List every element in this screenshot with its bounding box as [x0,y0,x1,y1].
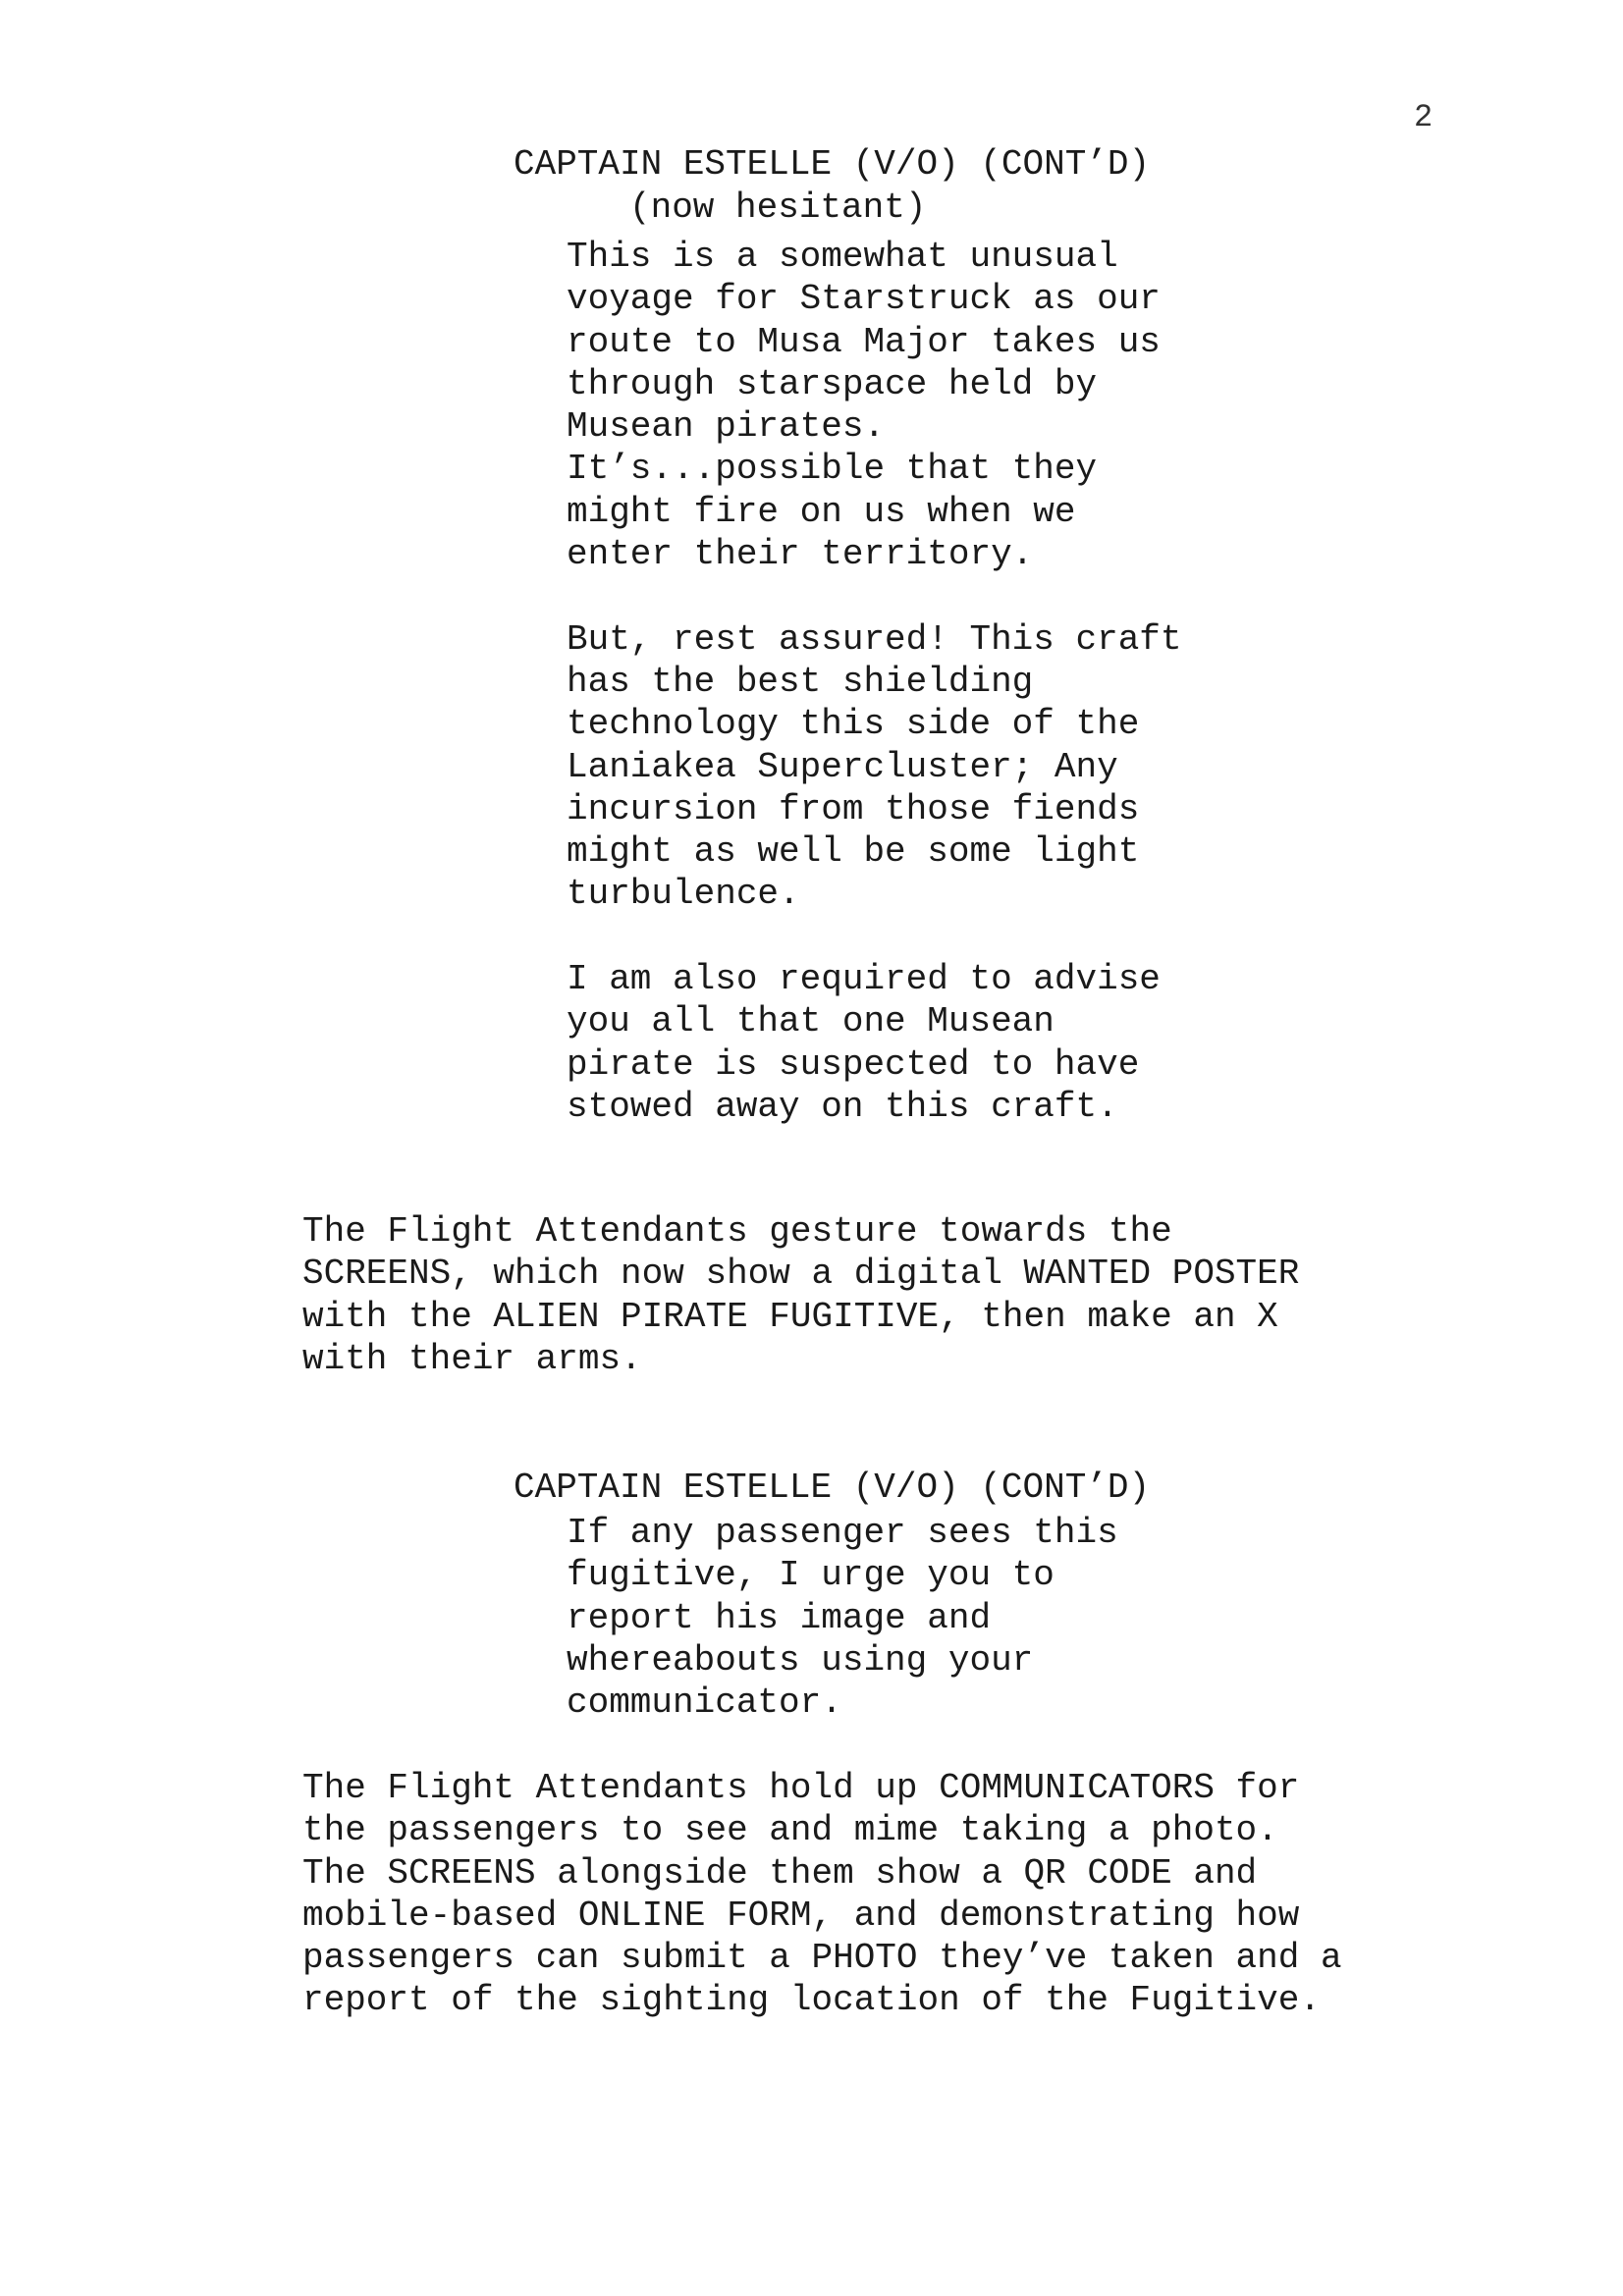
script-line: voyage for Starstruck as our [567,279,1161,320]
script-line: communicator. [567,1682,842,1724]
script-line: pirate is suspected to have [567,1043,1140,1085]
script-line: Laniakea Supercluster; Any [567,746,1118,787]
parenthetical [629,187,926,229]
script-line: Musean pirates. [567,406,886,448]
script-line: fugitive, I urge you to [567,1555,1055,1596]
action-block [302,1210,1299,1380]
script-line: passengers can submit a PHOTO they’ve taken and a [302,1938,1342,1979]
script-line: the passengers to see and mime taking a photo. [302,1810,1278,1851]
script-line: But, rest assured! This craft [567,618,1182,660]
script-line: The Flight Attendants gesture towards the [302,1211,1172,1252]
script-line: This is a somewhat unusual [567,237,1118,277]
character-cue [514,1467,1150,1509]
script-line: you all that one Musean [567,1001,1055,1042]
script-line: might as well be some light [567,831,1140,873]
dialogue-block [567,236,1182,1128]
dialogue-block [567,1512,1118,1724]
script-line: CAPTAIN ESTELLE (V/O) (CONT’D) [514,144,1151,185]
script-line: I am also required to advise [567,959,1161,1000]
script-line: enter their territory. [567,534,1034,575]
script-line [567,916,1182,958]
script-line: stowed away on this craft. [567,1086,1118,1127]
script-line: (now hesitant) [629,187,927,228]
script-line: whereabouts using your [567,1639,1034,1681]
script-line: turbulence. [567,874,800,915]
script-line: report of the sighting location of the Fugitive. [302,1980,1321,2021]
script-line: It’s...possible that they [567,449,1098,490]
script-line: report his image and [567,1597,992,1638]
page-number: 2 [1414,99,1434,135]
script-line: SCREENS, which now show a digital WANTED POSTER [302,1254,1300,1295]
script-line: The Flight Attendants hold up COMMUNICATORS for [302,1768,1300,1808]
script-line: technology this side of the [567,704,1140,745]
script-line: CAPTAIN ESTELLE (V/O) (CONT’D) [514,1468,1151,1508]
script-line [567,575,1182,617]
script-line: through starspace held by [567,363,1098,404]
script-line: has the best shielding [567,661,1034,702]
script-line: If any passenger sees this [567,1513,1118,1553]
script-line: might fire on us when we [567,491,1076,532]
script-line: incursion from those fiends [567,788,1140,829]
script-line: with the ALIEN PIRATE FUGITIVE, then make an X [302,1296,1278,1337]
script-line: The SCREENS alongside them show a QR CODE and [302,1852,1258,1894]
action-block [302,1767,1342,2022]
character-cue [514,143,1150,186]
script-line: with their arms. [302,1338,642,1379]
script-line: route to Musa Major takes us [567,321,1161,362]
script-line: mobile-based ONLINE FORM, and demonstrating how [302,1895,1300,1936]
